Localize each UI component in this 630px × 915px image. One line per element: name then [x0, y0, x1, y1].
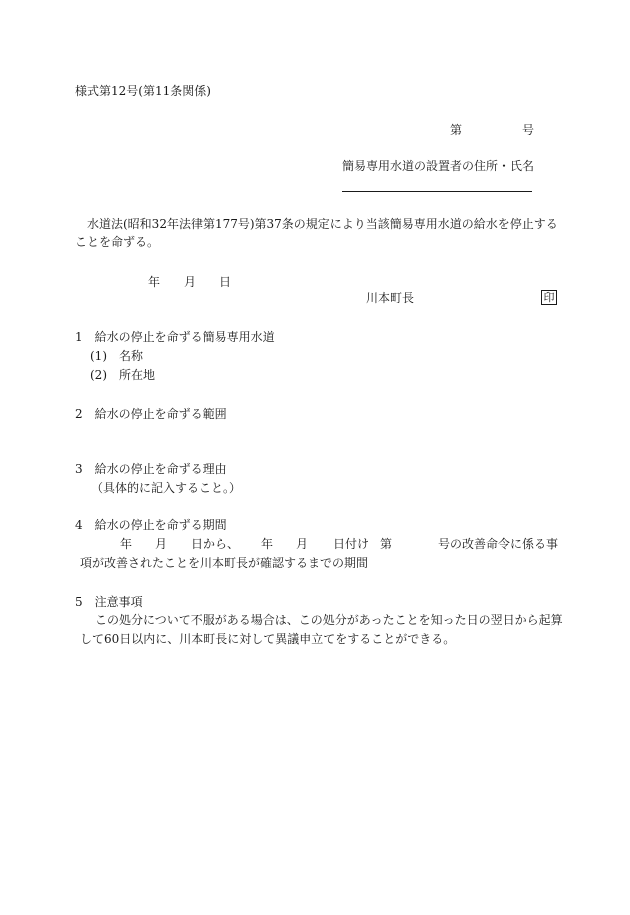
section-5-line-1: この処分について不服がある場合は、この処分があったことを知った日の翌日から起算 [95, 613, 563, 627]
section-4-month-2: 月 [296, 537, 309, 551]
section-4-line-2: 項が改善されたことを川本町長が確認するまでの期間 [80, 556, 369, 570]
number-suffix: 号 [522, 123, 535, 137]
number-prefix: 第 [450, 123, 463, 137]
section-4-day-from: 日から、 [191, 537, 240, 551]
section-4-month-1: 月 [155, 537, 168, 551]
section-4-year-2: 年 [261, 537, 274, 551]
section-3-note: （具体的に記入すること。） [91, 481, 242, 495]
issuer-name: 川本町長 [366, 291, 415, 305]
section-4-day-dated: 日付け [333, 537, 370, 551]
date-year: 年 [148, 275, 161, 289]
section-1-item-location: (2) 所在地 [90, 368, 155, 382]
section-4-heading: 4 給水の停止を命ずる期間 [75, 518, 227, 532]
addressee-underline [342, 191, 532, 192]
date-day: 日 [219, 275, 232, 289]
section-3-heading: 3 給水の停止を命ずる理由 [75, 462, 227, 476]
body-line-1: 水道法(昭和32年法律第177号)第37条の規定により当該簡易専用水道の給水を停止する [87, 217, 558, 231]
form-id: 様式第12号(第11条関係) [75, 84, 211, 98]
addressee-label: 簡易専用水道の設置者の住所・氏名 [342, 159, 535, 173]
seal-mark: 印 [541, 290, 557, 305]
section-4-year-1: 年 [120, 537, 133, 551]
section-4-order-prefix: 第 [380, 537, 393, 551]
section-5-line-2: して60日以内に、川本町長に対して異議申立てをすることができる。 [80, 632, 456, 646]
body-line-2: ことを命ずる。 [75, 235, 160, 249]
date-month: 月 [184, 275, 197, 289]
section-2-heading: 2 給水の停止を命ずる範囲 [75, 407, 227, 421]
section-5-heading: 5 注意事項 [75, 595, 143, 609]
section-4-order-text: 号の改善命令に係る事 [438, 537, 559, 551]
section-1-heading: 1 給水の停止を命ずる簡易専用水道 [75, 330, 275, 344]
section-1-item-name: (1) 名称 [90, 349, 143, 363]
